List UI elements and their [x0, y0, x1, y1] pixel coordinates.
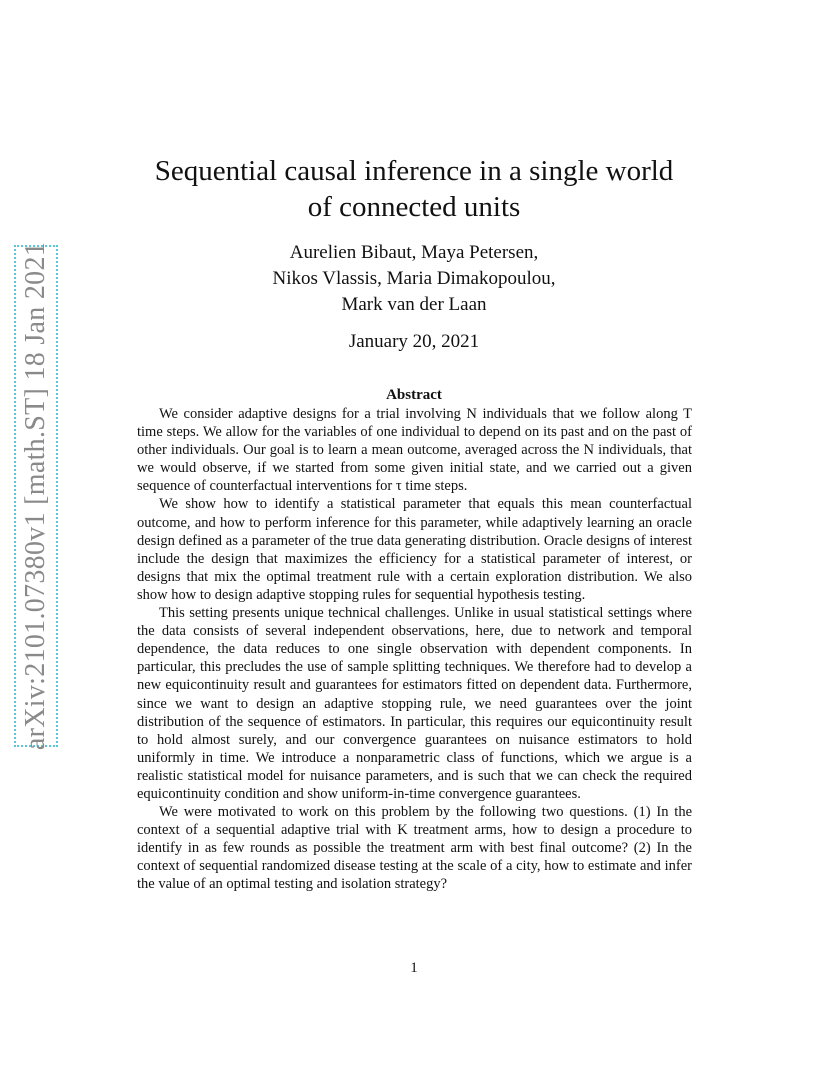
- arxiv-identifier[interactable]: arXiv:2101.07380v1 [math.ST] 18 Jan 2021: [20, 241, 51, 751]
- abstract-paragraph: We consider adaptive designs for a trial involving N individuals that we follow along T time steps. We allow for the variables of one individual to depend on its past and on the past of other individuals. Our goal is to learn a mean outcome, averaged across the N individuals, that we would observe, if we started from some given initial state, and we carried out a given sequence of counterfactual interventions for τ time steps.: [137, 406, 692, 495]
- paper-title: Sequential causal inference in a single world of connected units: [154, 155, 674, 223]
- page-number: 1: [410, 960, 418, 976]
- abstract-paragraph: We show how to identify a statistical parameter that equals this mean counterfactual outcome, and how to perform inference for this parameter, while adaptively learning an oracle design defined as a parameter of the true data generating distribution. Oracle designs of interest include the design that maximizes the efficiency for a statistical parameter of interest, or designs that mix the optimal treatment rule with a certain exploration distribution. We also show how to design adaptive stopping rules for sequential hypothesis testing.: [137, 496, 692, 603]
- author-line: Nikos Vlassis, Maria Dimakopoulou,: [272, 268, 556, 289]
- author-list: [200, 240, 628, 318]
- publication-date: January 20, 2021: [348, 331, 480, 352]
- abstract-heading: Abstract: [386, 387, 442, 403]
- author-line: Mark van der Laan: [341, 294, 487, 315]
- abstract-paragraph: We were motivated to work on this problem by the following two questions. (1) In the context of a sequential adaptive trial with K treatment arms, how to design a procedure to identify in as few rounds as possible the treatment arm with best final outcome? (2) In the context of sequential randomized disease testing at the scale of a city, how to estimate and infer the value of an optimal testing and isolation strategy?: [137, 804, 692, 893]
- abstract-paragraph: This setting presents unique technical challenges. Unlike in usual statistical settings where the data consists of several independent observations, here, due to network and temporal dependence, the data reduces to one single observation with dependent components. In particular, this precludes the use of sample splitting techniques. We therefore had to develop a new equicontinuity result and guarantees for estimators fitted on dependent data. Furthermore, since we want to design an adaptive stopping rule, we need guarantees over the joint distribution of the sequence of estimators. In particular, this requires our equicontinuity result to hold almost surely, and our convergence guarantees on nuisance estimators to hold uniformly in time. We introduce a nonparametric class of functions, which we argue is a realistic statistical model for nuisance parameters, and is such that we can check the required equicontinuity condition and show uniform-in-time convergence guarantees.: [137, 605, 692, 802]
- abstract-body: [137, 405, 692, 894]
- author-line: Aurelien Bibaut, Maya Petersen,: [289, 242, 539, 263]
